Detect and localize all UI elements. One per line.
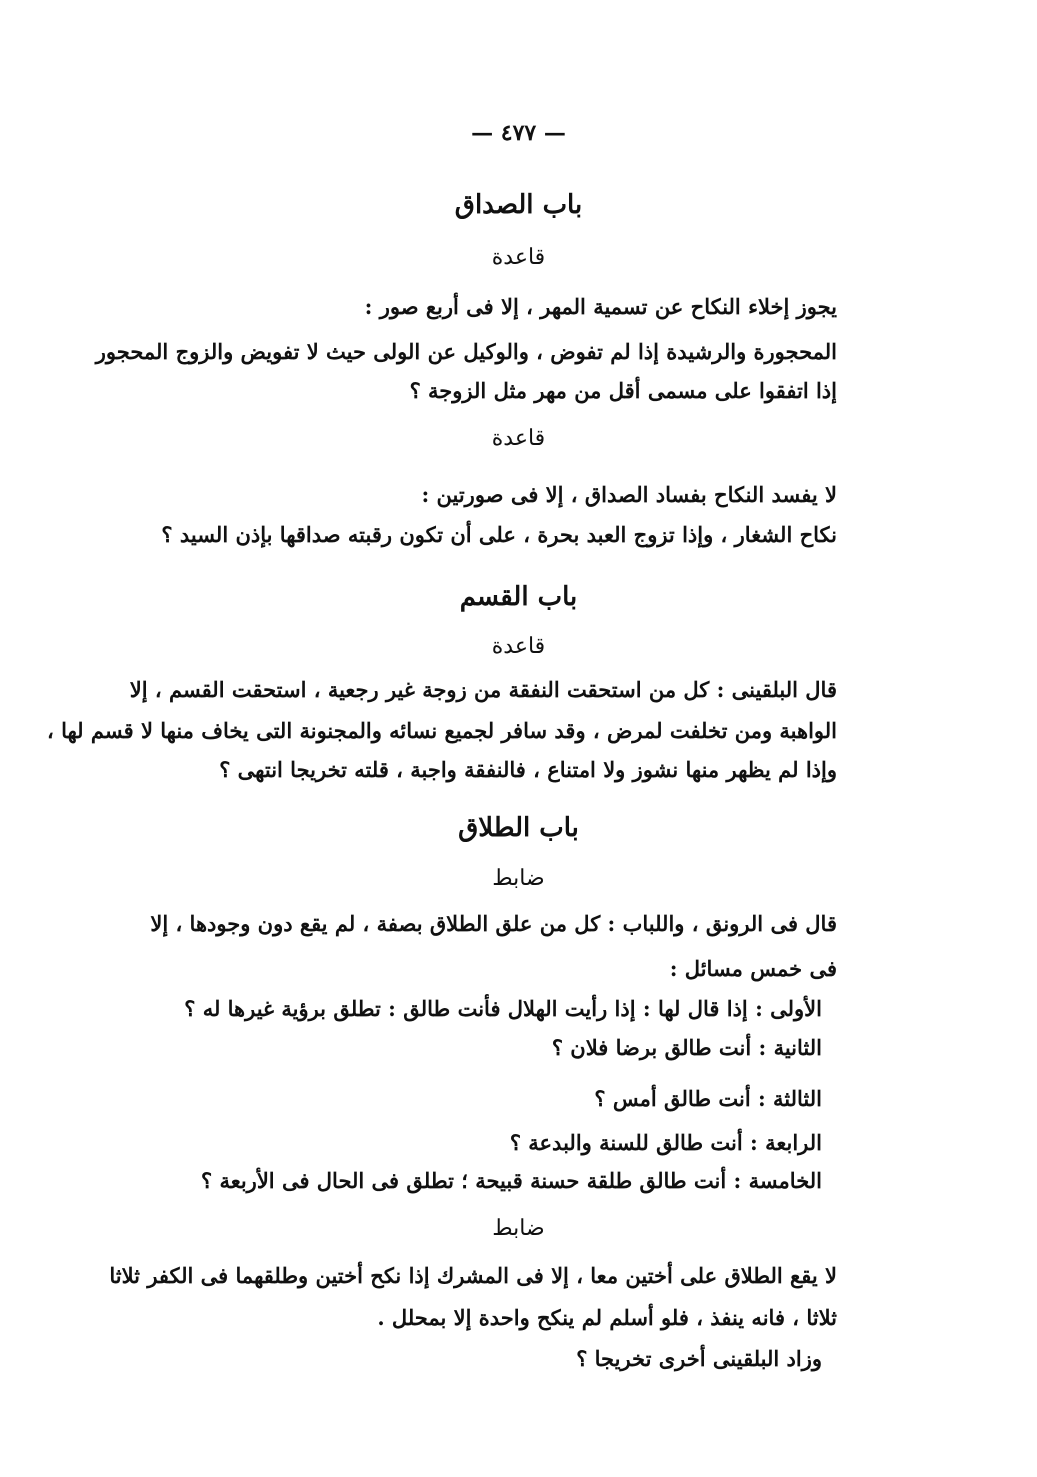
- text-line: الأولى : إذا قال لها : إذا رأيت الهلال فأنت طالق : تطلق برؤية غيرها له ؟: [184, 996, 822, 1021]
- text-line: الخامسة : أنت طالق طلقة حسنة قبيحة ؛ تطلق فى الحال فى الأربعة ؟: [200, 1168, 822, 1193]
- chapter-title-qasm: باب القسم: [459, 582, 578, 612]
- text-line: المحجورة والرشيدة إذا لم تفوض ، والوكيل عن الولى حيث لا تفويض والزوج المحجور: [95, 339, 837, 364]
- text-line: الواهبة ومن تخلفت لمرض ، وقد سافر لجميع نسائه والمجنونة التى يخاف منها لا قسم لها ،: [47, 718, 837, 743]
- rule-heading: ضابط: [492, 866, 545, 891]
- text-line: نكاح الشغار ، وإذا تزوج العبد بحرة ، على أن تكون رقبته صداقها بإذن السيد ؟: [161, 522, 837, 547]
- text-line: ثلاثا ، فانه ينفذ ، فلو أسلم لم ينكح واحدة إلا بمحلل .: [377, 1305, 837, 1330]
- text-line: لا يقع الطلاق على أختين معا ، إلا فى المشرك إذا نكح أختين وطلقهما فى الكفر ثلاثا: [109, 1263, 837, 1288]
- rule-heading: ضابط: [492, 1216, 545, 1241]
- text-line: وإذا لم يظهر منها نشوز ولا امتناع ، فالنفقة واجبة ، قلته تخريجا انتهى ؟: [219, 757, 837, 782]
- text-line: الرابعة : أنت طالق للسنة والبدعة ؟: [509, 1130, 822, 1155]
- chapter-title-sadaq: باب الصداق: [454, 190, 583, 220]
- chapter-title-talaq: باب الطلاق: [458, 813, 579, 843]
- text-line: قال فى الرونق ، واللباب : كل من علق الطلاق بصفة ، لم يقع دون وجودها ، إلا: [150, 911, 837, 936]
- text-line: إذا اتفقوا على مسمى أقل من مهر مثل الزوجة ؟: [409, 378, 837, 403]
- text-line: وزاد البلقينى أخرى تخريجا ؟: [576, 1346, 822, 1371]
- text-line: الثالثة : أنت طالق أمس ؟: [594, 1086, 822, 1111]
- page-number: — ٤٧٧ —: [471, 120, 566, 146]
- rule-heading: قاعدة: [491, 426, 546, 451]
- text-line: قال البلقينى : كل من استحقت النفقة من زوجة غير رجعية ، استحقت القسم ، إلا: [129, 677, 837, 702]
- text-line: فى خمس مسائل :: [669, 956, 837, 981]
- rule-heading: قاعدة: [491, 634, 546, 659]
- rule-heading: قاعدة: [491, 245, 546, 270]
- text-line: يجوز إخلاء النكاح عن تسمية المهر ، إلا فى أربع صور :: [364, 294, 837, 319]
- text-line: لا يفسد النكاح بفساد الصداق ، إلا فى صورتين :: [421, 482, 837, 507]
- text-line: الثانية : أنت طالق برضا فلان ؟: [551, 1035, 822, 1060]
